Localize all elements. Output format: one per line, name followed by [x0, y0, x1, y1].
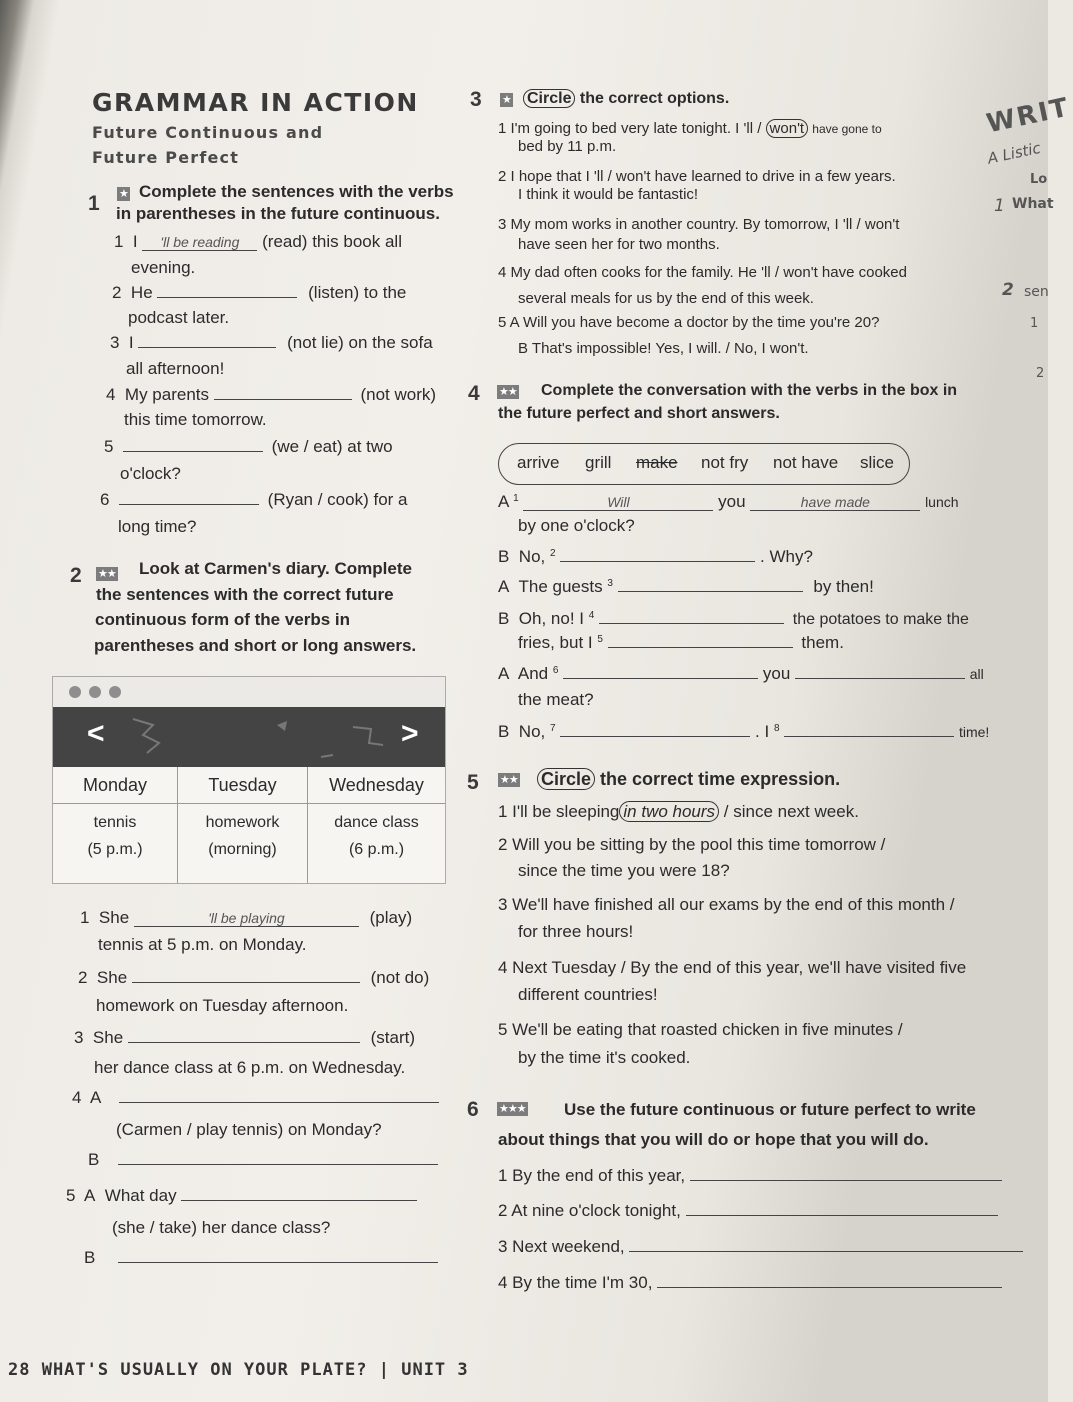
item-2: 2 Will you be sitting by the pool this time tomorrow /	[498, 835, 886, 854]
window-bar	[53, 677, 445, 707]
difficulty-stars: ★	[119, 188, 128, 200]
item-4: 4 By the time I'm 30,	[498, 1273, 1002, 1293]
selected-option[interactable]: in two hours	[619, 801, 719, 822]
instruction: Circle the correct options.	[523, 90, 729, 108]
item-3: 3 My mom works in another country. By tomorrow, I 'll / won't	[498, 216, 900, 233]
item-3: 3 Next weekend,	[498, 1237, 1023, 1257]
item-4-b: B	[88, 1150, 438, 1170]
difficulty-stars: ★★★	[499, 1103, 526, 1115]
answer-blank[interactable]	[784, 736, 954, 737]
exercise-number: 4	[468, 382, 480, 405]
answer-blank[interactable]	[686, 1215, 998, 1216]
item-3: 3 We'll have finished all our exams by the end of this month /	[498, 895, 955, 914]
difficulty-stars: ★★	[499, 386, 517, 398]
answer-blank[interactable]	[123, 451, 263, 452]
dialogue-line-1: A $^1$ Will you have made lunch	[498, 492, 959, 511]
item-1: 1 I 'll be reading (read) this book all	[114, 232, 402, 251]
answer-blank[interactable]	[629, 1251, 1023, 1252]
answer-blank[interactable]	[138, 347, 276, 348]
page-footer: 28 WHAT'S USUALLY ON YOUR PLATE? | UNIT 3	[8, 1360, 469, 1380]
item-5-b: B	[84, 1248, 438, 1268]
diary-widget	[52, 676, 446, 884]
dialogue-line-2: B No, $^2$ . Why?	[498, 547, 813, 566]
selected-option[interactable]: won't	[766, 119, 809, 138]
item-3: 3 I (not lie) on the sofa	[110, 333, 433, 352]
answer-blank[interactable]	[118, 1164, 438, 1165]
item-2: 2 He (listen) to the	[112, 283, 407, 302]
item-3: 3 She (start)	[74, 1028, 416, 1047]
word-box: arrive grill make not fry not have slice	[498, 443, 910, 485]
answer-blank[interactable]	[608, 647, 793, 648]
answer-blank[interactable]	[157, 297, 297, 298]
answer-blank[interactable]	[795, 678, 965, 679]
item-4: 4 A	[72, 1088, 439, 1108]
next-arrow-icon[interactable]: >	[401, 717, 419, 750]
next-page-fragment: 2	[1036, 366, 1045, 381]
exercise-number: 2	[70, 564, 82, 587]
instruction: the sentences with the correct future	[96, 585, 394, 604]
dialogue-line-4: B Oh, no! I $^4$ the potatoes to make the	[498, 609, 969, 628]
item-2: 2 I hope that I 'll / won't have learned to drive in a few years.	[498, 168, 896, 185]
answer-blank[interactable]: have made	[750, 494, 920, 511]
answer-blank[interactable]: 'll be reading	[142, 234, 257, 251]
instruction: Complete the conversation with the verbs in the box in	[541, 382, 958, 399]
exercise-number: 5	[467, 771, 479, 794]
instruction: about things that you will do or hope that you will do.	[498, 1130, 929, 1149]
difficulty-stars: ★	[502, 94, 511, 106]
window-dot	[109, 686, 121, 698]
item-5: 5 We'll be eating that roasted chicken in five minutes /	[498, 1020, 903, 1039]
answer-blank[interactable]	[563, 678, 758, 679]
instruction: continuous form of the verbs in	[95, 610, 351, 629]
diary-nav-bar	[53, 707, 445, 767]
answer-blank[interactable]: 'll be playing	[134, 910, 359, 927]
diary-day-tuesday: Tuesday homework (morning)	[178, 767, 307, 883]
dialogue-line-6: A And $^6$ you all	[498, 664, 984, 683]
dialogue-line-3: A The guests $^3$ by then!	[498, 577, 874, 596]
answer-blank[interactable]	[690, 1180, 1002, 1181]
answer-blank[interactable]	[657, 1287, 1002, 1288]
squiggle-decoration	[53, 707, 445, 767]
answer-blank[interactable]	[132, 982, 360, 983]
answer-blank[interactable]	[214, 399, 352, 400]
answer-blank[interactable]	[128, 1042, 360, 1043]
next-page-number: 2	[1002, 280, 1014, 300]
answer-blank[interactable]	[560, 736, 750, 737]
exercise-number: 6	[467, 1098, 479, 1121]
instruction: Complete the sentences with the verbs	[139, 182, 454, 201]
item-1: 1 She 'll be playing (play)	[80, 908, 413, 927]
instruction: Look at Carmen's diary. Complete	[139, 559, 412, 578]
window-dot	[69, 686, 81, 698]
answer-blank[interactable]	[618, 591, 803, 592]
instruction: Use the future continuous or future perfect to write	[564, 1100, 976, 1119]
answer-blank[interactable]	[119, 504, 259, 505]
item-1: 1 I'll be sleeping in two hours / since next week.	[498, 802, 859, 821]
next-page-fragment: sen	[1024, 284, 1049, 300]
next-page-number: 1	[994, 196, 1005, 216]
page-subtitle-line1: Future Continuous and	[92, 123, 324, 142]
window-dot	[89, 686, 101, 698]
item-4: 4 Next Tuesday / By the end of this year, we'll have visited five	[498, 958, 967, 977]
instruction: in parentheses in the future continuous.	[116, 204, 440, 223]
next-page-fragment: 1	[1030, 316, 1039, 331]
instruction: Circle the correct time expression.	[537, 769, 840, 790]
answer-blank[interactable]	[560, 561, 755, 562]
next-page-item: What	[1012, 196, 1054, 212]
answer-blank[interactable]	[119, 1102, 439, 1103]
item-1: 1 I'm going to bed very late tonight. I 'll / won't have gone to	[498, 120, 882, 137]
answer-blank[interactable]	[181, 1200, 417, 1201]
item-5: 5 A What day	[66, 1186, 417, 1206]
item-1: 1 By the end of this year,	[498, 1166, 1002, 1186]
diary-day-wednesday: Wednesday dance class (6 p.m.)	[308, 767, 445, 883]
diary-day-monday: Monday tennis (5 p.m.)	[53, 767, 177, 883]
item-6: 6 (Ryan / cook) for a	[100, 490, 408, 509]
exercise-number: 3	[470, 88, 482, 111]
next-page-title: WRIT	[984, 92, 1073, 140]
exercise-number: 1	[88, 192, 100, 215]
difficulty-stars: ★★	[98, 568, 116, 580]
diary-table	[53, 767, 445, 883]
item-2: 2 She (not do)	[78, 968, 430, 987]
difficulty-stars: ★★	[500, 774, 518, 786]
item-2: 2 At nine o'clock tonight,	[498, 1201, 998, 1221]
dialogue-line-7: B No, $^7$ . I $^8$ time!	[498, 722, 990, 741]
item-5: 5 A Will you have become a doctor by the time you're 20?	[498, 314, 880, 331]
answer-blank[interactable]	[599, 623, 784, 624]
instruction: parentheses and short or long answers.	[94, 636, 417, 655]
next-page-subtitle: A Listic	[986, 138, 1043, 168]
item-4: 4 My dad often cooks for the family. He 'll / won't have cooked	[498, 264, 907, 281]
page-subtitle-line2: Future Perfect	[92, 148, 240, 167]
item-4: 4 My parents (not work)	[106, 385, 437, 404]
textbook-page: GRAMMAR IN ACTION Future Continuous and Future Perfect 1 ★ Complete the sentences with the verbs in parentheses in the future continuous. 1 I 'll be reading (read) this book all evening. 2 He (listen) to the podcast later. 3 I (not lie) on the sofa all afternoon! 4 My parents (not work) this time tomorrow. 5 (we / eat) at two o'clock? 6 (Ryan / cook) for a long time? 2 ★★ Look at Carmen's diary. Complete the sentences with the correct future continuous form of the verbs in parentheses and short or long answers. < > Monday tennis (5 p.m.) Tuesday homework (morning) Wednesday dance class (6 p.m.) 1 She 'll be playing (play) tennis at 5 p.m. on Monday. 2 She (not do) homework on Tuesday afternoon. 3 She (start) her dance class at 6 p.m. on Wednesday. 4 A (Carmen / play tennis) on Monday? B 5 A What day (she / take) her dance class? B 3 ★ Circle the correct options. 1 I'm going to bed very late tonight. I 'll / won't have gone to bed by 11 p.m. 2 I hope that I 'll / won't have learned to drive in a few years. I think it would be fantastic! 3 My mom works in another country. By tomorrow, I 'll / won't have seen her for two months. 4 My dad often cooks for the family. He 'll / won't have cooked several meals for us by the end of this week. 5 A Will you have become a doctor by the time you're 20? B That's impossible! Yes, I will. / No, I won't. 4 ★★ Complete the conversation with the verbs in the box in the future perfect and short answers. arrive grill make not fry not have slice A $^1$ Will you have made lunch by one o'clock? B No, $^2$ . Why? A The guests $^3$ by then! B Oh, no! I $^4$ the potatoes to make the fries, but I $^5$ them. A And $^6$ you all the meat? B No, $^7$ . I $^8$ time! 5 ★★ Circle the correct time expression. 1 I'll be sleeping in two hours / since next week. 2 Will you be sitting by the pool this time tomorrow / since the time you were 18? 3 We'll have finished all our exams by the end of this month / for three hours! 4 Next Tuesday / By the end of this year, we'll have visited five different countries! 5 We'll be eating that roasted chicken in five minutes / by the time it's cooked. 6 ★★★ Use the future continuous or future perfect to write about things that you will do or hope that you will do. 1 By the end of this year, 2 At nine o'clock tonight, 3 Next weekend, 4 By the time I'm 30, 28 WHAT'S USUALLY ON YOUR PLATE? | UNIT 3 WRIT A Listic Lo What 1 2 sen 1 2	[0, 0, 1048, 1402]
previous-arrow-icon[interactable]: <	[87, 717, 105, 750]
answer-blank[interactable]	[118, 1262, 438, 1263]
answer-blank[interactable]: Will	[523, 494, 713, 511]
item-5: 5 (we / eat) at two	[104, 437, 393, 456]
dialogue-line-4-cont: fries, but I $^5$ them.	[518, 633, 844, 652]
page-title: GRAMMAR IN ACTION	[92, 88, 419, 117]
instruction: the future perfect and short answers.	[498, 405, 780, 422]
next-page-item: Lo	[1030, 172, 1048, 187]
